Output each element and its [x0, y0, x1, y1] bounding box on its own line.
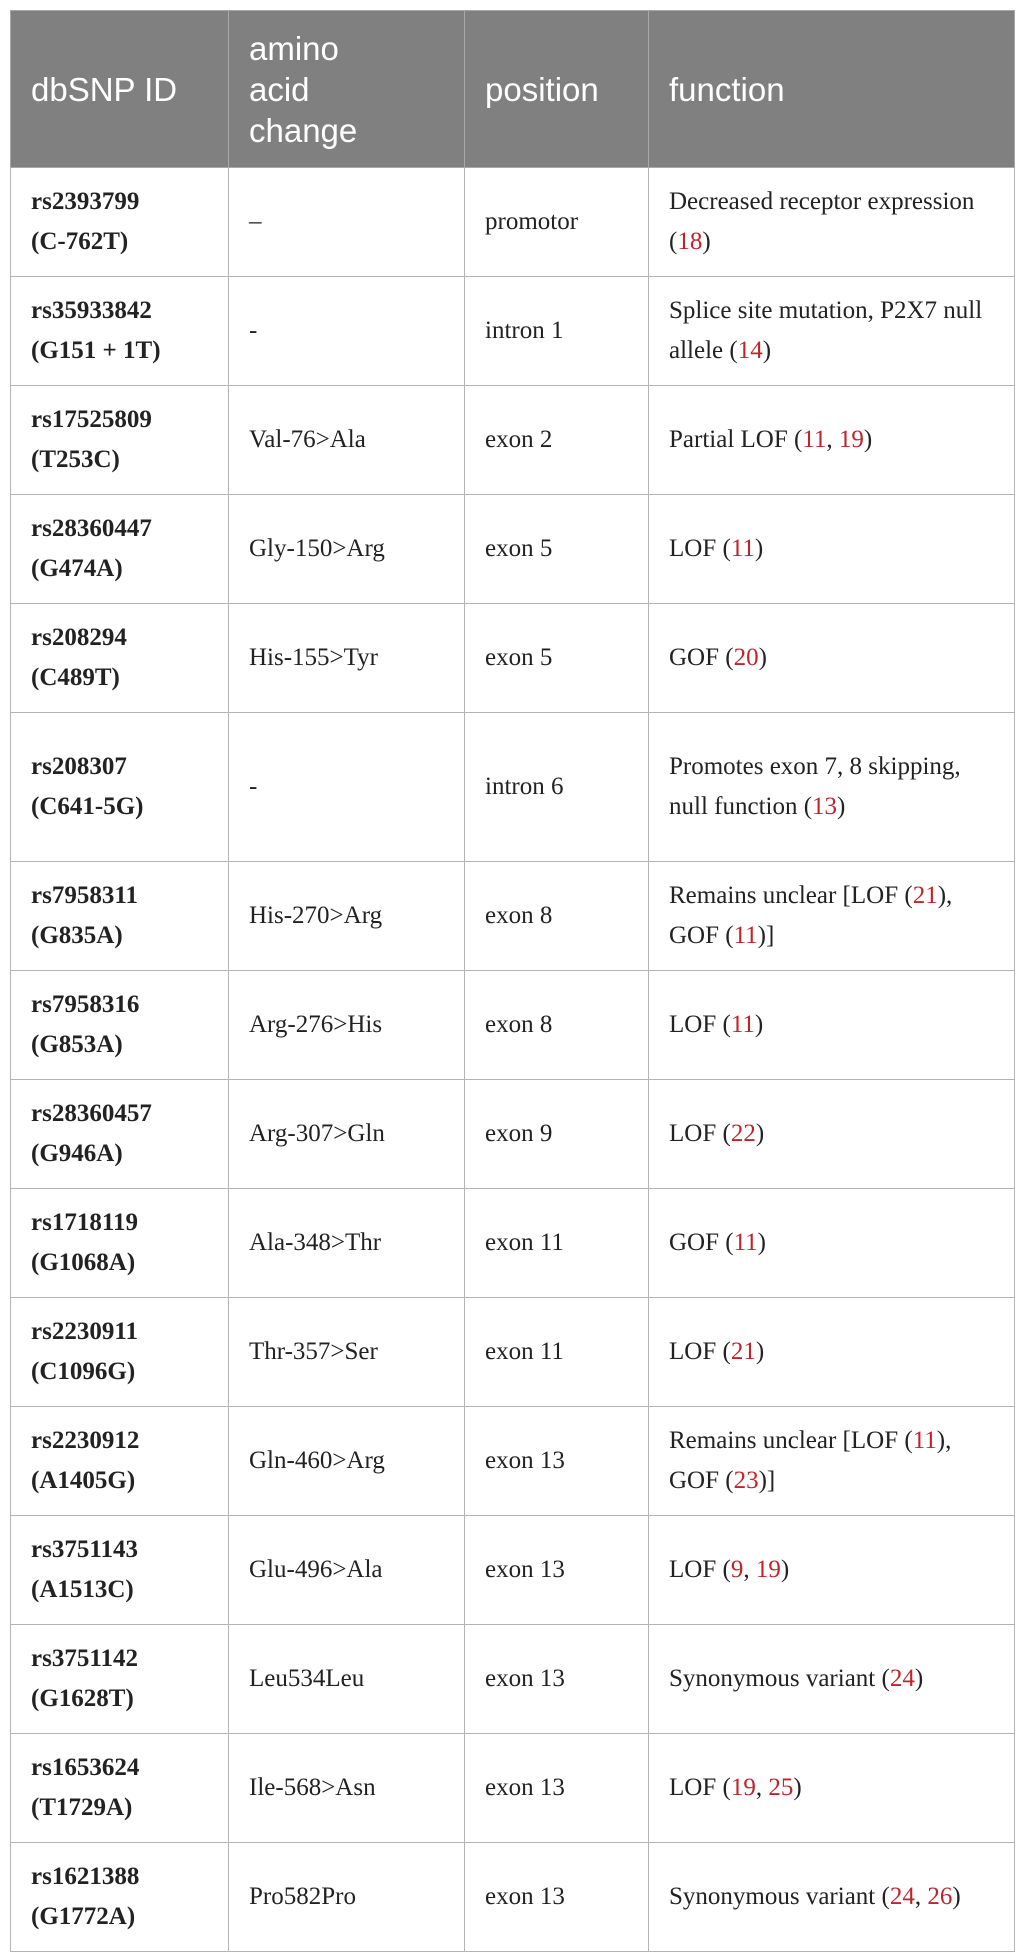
reference-link[interactable]: 25 [768, 1774, 794, 1801]
function-text: Remains unclear [LOF ( [669, 882, 913, 909]
position-cell: exon 8 [465, 971, 649, 1080]
position-cell: exon 2 [465, 386, 649, 495]
function-text: Synonymous variant ( [669, 1883, 890, 1910]
amino-acid-change-cell: – [229, 168, 465, 277]
snp-substitution: (G474A) [31, 555, 123, 582]
dbsnp-id-cell [11, 1298, 229, 1407]
function-text: ) [754, 535, 764, 562]
position-cell: exon 13 [465, 1843, 649, 1952]
function-cell [649, 495, 1015, 604]
function-cell [649, 1080, 1015, 1189]
reference-link[interactable]: 9 [730, 1556, 744, 1583]
dbsnp-id-cell [11, 713, 229, 862]
function-text: ) [755, 1338, 765, 1365]
table-row [11, 1625, 1015, 1734]
reference-link[interactable]: 14 [737, 337, 763, 364]
snp-substitution: (A1513C) [31, 1576, 134, 1603]
reference-link[interactable]: 11 [733, 1229, 758, 1256]
function-text: Promotes exon 7, 8 skipping, null function ( [669, 753, 961, 820]
snp-id: rs7958316 [31, 991, 140, 1018]
function-cell [649, 1734, 1015, 1843]
function-cell [649, 1189, 1015, 1298]
function-text: , [755, 1774, 769, 1801]
reference-link[interactable]: 13 [812, 793, 838, 820]
reference-link[interactable]: 24 [889, 1883, 915, 1910]
table-row [11, 277, 1015, 386]
reference-link[interactable]: 11 [733, 922, 758, 949]
function-text: , [826, 426, 839, 453]
position-cell: intron 1 [465, 277, 649, 386]
table-row [11, 1189, 1015, 1298]
snp-substitution: (T253C) [31, 446, 120, 473]
function-text: )] [758, 1467, 776, 1494]
dbsnp-id-cell [11, 495, 229, 604]
amino-acid-change-cell: Gly-150>Arg [229, 495, 465, 604]
function-text: ) [702, 228, 711, 255]
position-cell: exon 9 [465, 1080, 649, 1189]
function-text: ) [952, 1883, 961, 1910]
function-text: LOF ( [669, 1011, 731, 1038]
header-dbsnp-id: dbSNP ID [11, 11, 229, 168]
function-text: ) [762, 337, 772, 364]
snp-id: rs2230911 [31, 1318, 138, 1345]
table-row [11, 1298, 1015, 1407]
function-text: ) [754, 1011, 764, 1038]
position-cell: promotor [465, 168, 649, 277]
reference-link[interactable]: 21 [912, 882, 938, 909]
snp-table [10, 10, 1015, 1952]
function-cell [649, 1843, 1015, 1952]
dbsnp-id-cell [11, 168, 229, 277]
function-text: Synonymous variant ( [669, 1665, 890, 1692]
function-text: Remains unclear [LOF ( [669, 1427, 913, 1454]
amino-acid-change-cell: Ile-568>Asn [229, 1734, 465, 1843]
position-cell: exon 11 [465, 1298, 649, 1407]
snp-substitution: (A1405G) [31, 1467, 136, 1494]
snp-id: rs2230912 [31, 1427, 140, 1454]
reference-link[interactable]: 21 [730, 1338, 756, 1365]
snp-id: rs28360457 [31, 1100, 152, 1127]
snp-substitution: (G946A) [31, 1140, 123, 1167]
snp-substitution: (G835A) [31, 922, 123, 949]
dbsnp-id-cell [11, 1516, 229, 1625]
amino-acid-change-cell: Pro582Pro [229, 1843, 465, 1952]
amino-acid-change-cell: Val-76>Ala [229, 386, 465, 495]
snp-substitution: (C-762T) [31, 228, 129, 255]
function-text: ) [780, 1556, 790, 1583]
reference-link[interactable]: 26 [927, 1883, 953, 1910]
reference-link[interactable]: 11 [730, 1011, 755, 1038]
position-cell: exon 13 [465, 1625, 649, 1734]
function-text: ) [755, 1120, 765, 1147]
function-text: ) [758, 644, 767, 671]
function-text: Partial LOF ( [669, 426, 803, 453]
snp-substitution: (C1096G) [31, 1358, 136, 1385]
snp-id: rs208307 [31, 753, 127, 780]
position-cell: exon 11 [465, 1189, 649, 1298]
header-position: position [465, 11, 649, 168]
function-text: LOF ( [669, 1338, 731, 1365]
amino-acid-change-cell: - [229, 713, 465, 862]
function-text: , [914, 1883, 928, 1910]
amino-acid-change-cell: Arg-276>His [229, 971, 465, 1080]
snp-id: rs35933842 [31, 297, 152, 324]
position-cell: exon 13 [465, 1407, 649, 1516]
table-row [11, 495, 1015, 604]
function-cell [649, 1625, 1015, 1734]
function-text: LOF ( [669, 1120, 731, 1147]
table-row [11, 1734, 1015, 1843]
reference-link[interactable]: 11 [802, 426, 827, 453]
dbsnp-id-cell [11, 386, 229, 495]
function-text: ) [863, 426, 873, 453]
function-cell [649, 1298, 1015, 1407]
dbsnp-id-cell [11, 1080, 229, 1189]
snp-id: rs1718119 [31, 1209, 138, 1236]
position-cell: exon 8 [465, 862, 649, 971]
snp-id: rs17525809 [31, 406, 152, 433]
reference-link[interactable]: 23 [733, 1467, 759, 1494]
snp-substitution: (T1729A) [31, 1794, 133, 1821]
function-cell [649, 277, 1015, 386]
function-text: GOF ( [669, 644, 734, 671]
function-text: LOF ( [669, 1556, 731, 1583]
amino-acid-change-cell: Gln-460>Arg [229, 1407, 465, 1516]
function-text: ) [793, 1774, 802, 1801]
snp-id: rs3751142 [31, 1645, 138, 1672]
reference-link[interactable]: 19 [730, 1774, 756, 1801]
snp-id: rs3751143 [31, 1536, 138, 1563]
snp-substitution: (C641-5G) [31, 793, 144, 820]
function-text: ), GOF ( [669, 1427, 952, 1494]
amino-acid-change-cell: His-270>Arg [229, 862, 465, 971]
reference-link[interactable]: 11 [730, 535, 755, 562]
dbsnp-id-cell [11, 1734, 229, 1843]
dbsnp-id-cell [11, 1843, 229, 1952]
reference-link[interactable]: 20 [733, 644, 759, 671]
table-header [11, 11, 1015, 168]
amino-acid-change-cell: Arg-307>Gln [229, 1080, 465, 1189]
table-row [11, 1516, 1015, 1625]
position-cell: exon 13 [465, 1516, 649, 1625]
snp-id: rs1653624 [31, 1754, 140, 1781]
snp-substitution: (G1772A) [31, 1903, 136, 1930]
position-cell: exon 5 [465, 495, 649, 604]
function-cell [649, 1516, 1015, 1625]
table-row [11, 1407, 1015, 1516]
dbsnp-id-cell [11, 1625, 229, 1734]
table-row [11, 862, 1015, 971]
amino-acid-change-cell: Ala-348>Thr [229, 1189, 465, 1298]
function-cell [649, 713, 1015, 862]
amino-acid-change-cell: Leu534Leu [229, 1625, 465, 1734]
function-cell [649, 604, 1015, 713]
function-cell [649, 168, 1015, 277]
reference-link[interactable]: 19 [838, 426, 864, 453]
function-text: ) [757, 1229, 766, 1256]
snp-substitution: (C489T) [31, 664, 120, 691]
snp-substitution: (G151 + 1T) [31, 337, 161, 364]
snp-id: rs2393799 [31, 188, 140, 215]
amino-acid-change-cell: Thr-357>Ser [229, 1298, 465, 1407]
table-row [11, 1080, 1015, 1189]
reference-link[interactable]: 11 [912, 1427, 937, 1454]
dbsnp-id-cell [11, 277, 229, 386]
function-text: ), GOF ( [669, 882, 953, 949]
function-text: LOF ( [669, 535, 731, 562]
table-row [11, 168, 1015, 277]
dbsnp-id-cell [11, 862, 229, 971]
position-cell: intron 6 [465, 713, 649, 862]
function-text: ) [914, 1665, 924, 1692]
reference-link[interactable]: 24 [889, 1665, 915, 1692]
snp-substitution: (G853A) [31, 1031, 123, 1058]
function-text: ) [837, 793, 846, 820]
dbsnp-id-cell [11, 604, 229, 713]
reference-link[interactable]: 18 [677, 228, 703, 255]
dbsnp-id-cell [11, 971, 229, 1080]
snp-id: rs208294 [31, 624, 127, 651]
snp-substitution: (G1068A) [31, 1249, 136, 1276]
function-text: , [743, 1556, 756, 1583]
snp-id: rs7958311 [31, 882, 138, 909]
amino-acid-change-cell: His-155>Tyr [229, 604, 465, 713]
dbsnp-id-cell [11, 1407, 229, 1516]
table-body [11, 168, 1015, 1952]
function-text: Splice site mutation, P2X7 null allele ( [669, 297, 983, 364]
amino-acid-change-cell: - [229, 277, 465, 386]
table-row [11, 713, 1015, 862]
position-cell: exon 5 [465, 604, 649, 713]
function-text: Decreased receptor expression ( [669, 188, 975, 255]
table-row [11, 386, 1015, 495]
function-cell [649, 971, 1015, 1080]
table-row [11, 1843, 1015, 1952]
snp-id: rs1621388 [31, 1863, 140, 1890]
snp-table-container [10, 10, 1014, 1952]
function-text: GOF ( [669, 1229, 734, 1256]
dbsnp-id-cell [11, 1189, 229, 1298]
amino-acid-change-cell: Glu-496>Ala [229, 1516, 465, 1625]
table-row [11, 971, 1015, 1080]
function-text: )] [757, 922, 775, 949]
function-text: LOF ( [669, 1774, 731, 1801]
header-amino-acid-change: amino acid change [229, 11, 465, 168]
position-cell: exon 13 [465, 1734, 649, 1843]
function-cell [649, 1407, 1015, 1516]
table-row [11, 604, 1015, 713]
snp-substitution: (G1628T) [31, 1685, 134, 1712]
reference-link[interactable]: 19 [755, 1556, 781, 1583]
reference-link[interactable]: 22 [730, 1120, 756, 1147]
function-cell [649, 862, 1015, 971]
snp-id: rs28360447 [31, 515, 152, 542]
function-cell [649, 386, 1015, 495]
header-function: function [649, 11, 1015, 168]
header-row [11, 11, 1015, 168]
